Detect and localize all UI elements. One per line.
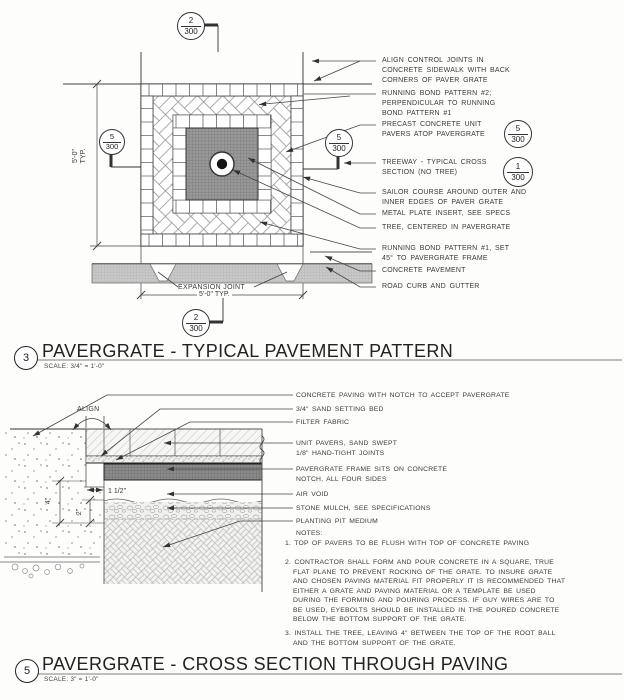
annotation-callout-pavers: 5 300 [504, 120, 532, 148]
section-annotation-stone-mulch: STONE MULCH, SEE SPECIFICATIONS [296, 505, 431, 512]
section-dim-4in: 4" [45, 497, 52, 505]
section-detail-title: PAVERGRATE - CROSS SECTION THROUGH PAVING [42, 654, 509, 674]
section-callout-left: 5 300 [99, 129, 125, 155]
section-annotation-filter-fabric: FILTER FABRIC [296, 419, 350, 426]
plan-annotation-road-curb: ROAD CURB AND GUTTER [382, 283, 480, 290]
plan-annotation-sailor-course: SAILOR COURSE AROUND OUTER AND INNER EDGES OF PAVER GRATE [382, 189, 527, 206]
expansion-joint-label: EXPANSION JOINT [178, 284, 245, 291]
planting-pit-medium [104, 520, 262, 584]
note-2: 2. CONTRACTOR SHALL FORM AND POUR CONCRETE IN A SQUARE, TRUE FLAT PLANE TO PREVENT ROCKING OF THE GRATE. TO INSURE GRATE AND CHOSEN PAVING MATERIAL FIT PROPERLY IT IS RECOMMENDED THAT EITHER A GRATE AND PAVING MATERIAL OR A TEMPLATE BE USED DURING THE FORMING AND POURING PROCESS. IF GUY WIRES ARE TO BE USED, EYEBOLTS SHOULD BE INSTALLED IN THE POURED CONCRETE BELOW THE BOTTOM SUPPORT OF THE GRATE. [285, 559, 566, 623]
section-detail-scale: SCALE: 3" = 1'-0" [44, 676, 99, 683]
plan-view [63, 25, 376, 322]
pavergrate-plan-square [141, 84, 303, 246]
section-annotation-unit-pavers: UNIT PAVERS, SAND SWEPT 1/8" HAND-TIGHT JOINTS [296, 440, 398, 457]
plan-height-dim-text: 5'-0" TYP. [72, 148, 87, 164]
annotation-callout-treeway: 1 300 [503, 157, 533, 187]
notes-title: NOTES: [296, 530, 323, 537]
plan-annotation-align-joints: ALIGN CONTROL JOINTS IN CONCRETE SIDEWALK WITH BACK CORNERS OF PAVER GRATE [382, 57, 510, 84]
unit-pavers [86, 429, 262, 456]
plan-annotation-bond-1: RUNNING BOND PATTERN #1, SET 45° TO PAVERGRATE FRAME [382, 245, 510, 262]
plan-detail-scale: SCALE: 3/4" = 1'-0" [44, 363, 105, 370]
pavergrate-frame [104, 464, 262, 480]
cross-section-view [0, 395, 293, 592]
section-callout-bottom: 2 300 [182, 309, 210, 337]
align-arc [73, 416, 111, 430]
sand-setting-bed [86, 456, 262, 463]
tree-symbol [210, 152, 234, 176]
section-callout-top: 2 300 [177, 12, 205, 40]
plan-annotation-concrete-pavement: CONCRETE PAVEMENT [382, 267, 466, 274]
note-1: 1. TOP OF PAVERS TO BE FLUSH WITH TOP OF CONCRETE PAVING [285, 540, 530, 547]
base-stones [12, 564, 84, 578]
section-annotation-air-void: AIR VOID [296, 491, 329, 498]
plan-annotation-tree: TREE, CENTERED IN PAVERGRATE [382, 224, 511, 231]
plan-detail-title: PAVERGRATE - TYPICAL PAVEMENT PATTERN [42, 341, 454, 361]
section-dim-2in: 2" [76, 508, 83, 516]
section-annotation-planting-pit: PLANTING PIT MEDIUM [296, 518, 378, 525]
plan-annotation-metal-plate: METAL PLATE INSERT, SEE SPECS [382, 210, 511, 217]
plan-width-dim-text: 5'-0" TYP. [199, 291, 230, 298]
plan-height-dimension [90, 80, 141, 250]
section-annotation-frame: PAVERGRATE FRAME SITS ON CONCRETE NOTCH, ALL FOUR SIDES [296, 466, 448, 483]
plan-annotation-bond-2: RUNNING BOND PATTERN #2; PERPENDICULAR TO RUNNING BOND PATTERN #1 [382, 90, 496, 117]
gutter-band [92, 264, 372, 283]
plan-annotation-treeway: TREEWAY - TYPICAL CROSS SECTION (NO TREE) [382, 159, 487, 176]
section-annotation-concrete-paving: CONCRETE PAVING WITH NOTCH TO ACCEPT PAVERGRATE [296, 392, 510, 399]
detail-number-3: 3 [14, 346, 38, 370]
stone-mulch [104, 499, 262, 520]
note-3: 3. INSTALL THE TREE, LEAVING 4" BETWEEN THE TOP OF THE ROOT BALL AND THE BOTTOM SUPPORT OF THE GRATE. [285, 630, 556, 647]
section-callout-right: 5 300 [325, 129, 353, 157]
section-dim-notch: 1 1/2" [108, 488, 127, 495]
align-label: ALIGN [77, 406, 100, 413]
plan-annotation-precast-pavers: PRECAST CONCRETE UNIT PAVERS ATOP PAVERGRATE [382, 121, 485, 138]
detail-number-5: 5 [15, 659, 39, 683]
section-annotation-sand-bed: 3/4" SAND SETTING BED [296, 406, 384, 413]
